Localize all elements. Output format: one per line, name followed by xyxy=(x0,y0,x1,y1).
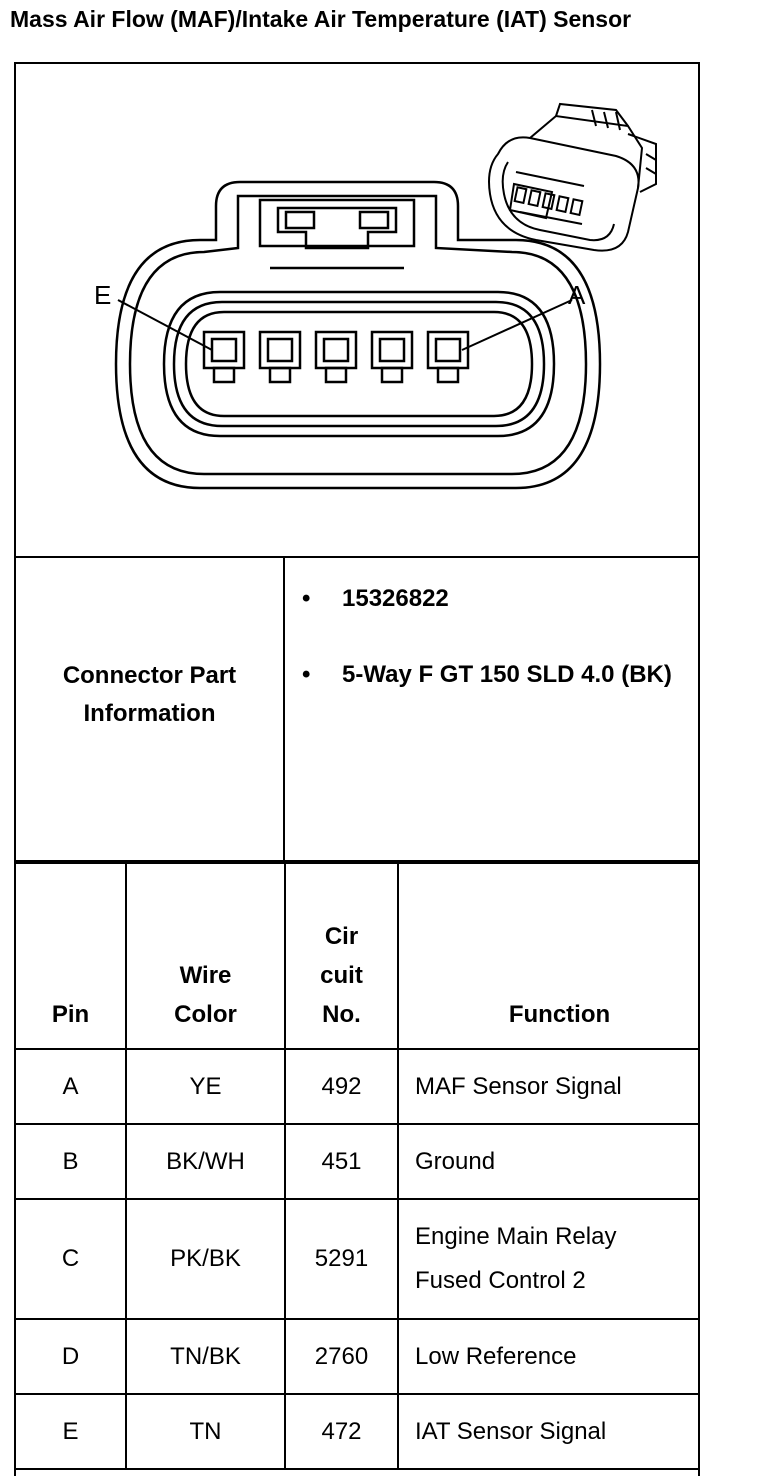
connector-sheet xyxy=(14,62,700,1476)
header-wire-color: Wire Color xyxy=(126,863,285,1049)
circuit-cell: 451 xyxy=(285,1124,398,1199)
circuit-cell: 5291 xyxy=(285,1199,398,1319)
connector-type-text: 5-Way F GT 150 SLD 4.0 (BK) xyxy=(342,661,672,688)
pin-cell: E xyxy=(16,1394,126,1469)
table-row xyxy=(16,1124,700,1199)
wire-color-cell: TN/BK xyxy=(126,1319,285,1394)
header-circuit-no: Cir cuit No. xyxy=(285,863,398,1049)
pinout-table xyxy=(16,862,700,1470)
header-function: Function xyxy=(398,863,700,1049)
function-cell: MAF Sensor Signal xyxy=(398,1049,700,1124)
header-pin: Pin xyxy=(16,863,126,1049)
connector-diagram-cell xyxy=(16,64,700,558)
pin-cell: A xyxy=(16,1049,126,1124)
terminal-cavity-a xyxy=(428,332,468,382)
wire-color-cell: YE xyxy=(126,1049,285,1124)
pin-cell: D xyxy=(16,1319,126,1394)
bullet-icon: • xyxy=(302,661,311,688)
terminal-cavity-d xyxy=(260,332,300,382)
connector-part-info-row xyxy=(16,558,700,862)
table-row xyxy=(16,1394,700,1469)
part-number-text: 15326822 xyxy=(342,585,449,612)
pin-cell: B xyxy=(16,1124,126,1199)
terminal-cavity-c xyxy=(316,332,356,382)
info-label-line1: Connector Part xyxy=(62,662,237,689)
pinout-header-row xyxy=(16,863,700,1049)
circuit-cell: 472 xyxy=(285,1394,398,1469)
terminal-cavity-b xyxy=(372,332,412,382)
connector-part-info-label xyxy=(16,558,285,860)
wire-color-cell: TN xyxy=(126,1394,285,1469)
wire-color-cell: PK/BK xyxy=(126,1199,285,1319)
connector-face-ring xyxy=(164,292,554,436)
circuit-cell: 2760 xyxy=(285,1319,398,1394)
connector-isometric-view xyxy=(489,104,656,251)
pin-cell: C xyxy=(16,1199,126,1319)
leader-line-a xyxy=(462,300,572,350)
table-row xyxy=(16,1199,700,1319)
pin-label-e: E xyxy=(94,280,112,310)
function-cell: IAT Sensor Signal xyxy=(398,1394,700,1469)
circuit-cell: 492 xyxy=(285,1049,398,1124)
wire-color-cell: BK/WH xyxy=(126,1124,285,1199)
function-cell: Low Reference xyxy=(398,1319,700,1394)
info-label-line2: Information xyxy=(83,700,216,727)
terminal-cavity-e xyxy=(204,332,244,382)
table-row xyxy=(16,1049,700,1124)
bullet-icon: • xyxy=(302,585,311,612)
pin-label-a: A xyxy=(568,280,586,310)
page-title: Mass Air Flow (MAF)/Intake Air Temperature (IAT) Sensor xyxy=(10,6,632,32)
function-cell: Ground xyxy=(398,1124,700,1199)
connector-type-item xyxy=(302,656,682,694)
connector-part-info-list xyxy=(302,580,682,694)
function-cell: Engine Main Relay Fused Control 2 xyxy=(398,1199,700,1319)
part-number-item xyxy=(302,580,682,618)
connector-face-drawing xyxy=(16,64,700,558)
table-row xyxy=(16,1319,700,1394)
